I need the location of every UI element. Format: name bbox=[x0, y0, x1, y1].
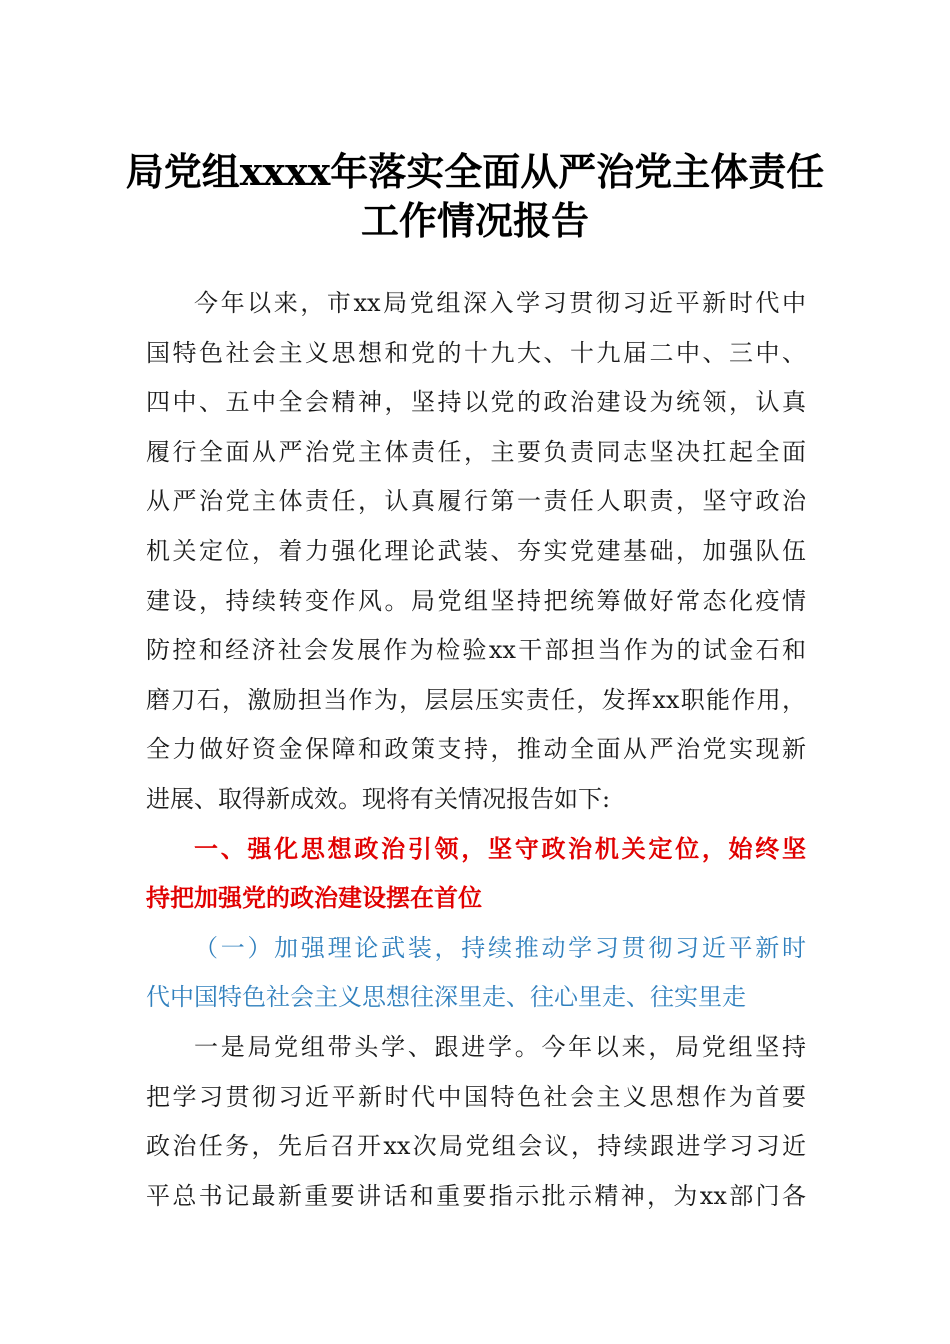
intro-line: 全力做好资金保障和政策支持，推动全面从严治党实现新 bbox=[146, 735, 806, 763]
intro-line: 进展、取得新成效。现将有关情况报告如下: bbox=[146, 785, 611, 813]
intro-line: 建设，持续转变作风。局党组坚持把统筹做好常态化疫情 bbox=[146, 587, 806, 615]
intro-line: 防控和经济社会发展作为检验xx干部担当作为的试金石和 bbox=[146, 636, 806, 664]
body-line: 平总书记最新重要讲话和重要指示批示精神，为xx部门各 bbox=[146, 1182, 806, 1210]
body-line: 一是局党组带头学、跟进学。今年以来，局党组坚持 bbox=[194, 1033, 806, 1061]
intro-line: 磨刀石，激励担当作为，层层压实责任，发挥xx职能作用， bbox=[146, 686, 806, 714]
section-heading-1: 一、强化思想政治引领，坚守政治机关定位，始终坚 bbox=[194, 835, 806, 863]
subsection-heading: 代中国特色社会主义思想往深里走、往心里走、往实里走 bbox=[146, 983, 746, 1011]
intro-line: 国特色社会主义思想和党的十九大、十九届二中、三中、 bbox=[146, 339, 806, 367]
document-title-line-1: 局党组xxxx年落实全面从严治党主体责任 bbox=[125, 149, 825, 194]
section-heading-1: 持把加强党的政治建设摆在首位 bbox=[146, 884, 482, 912]
document-title-line-2: 工作情况报告 bbox=[360, 198, 589, 243]
subsection-heading: （一）加强理论武装，持续推动学习贯彻习近平新时 bbox=[194, 934, 806, 962]
body-line: 把学习贯彻习近平新时代中国特色社会主义思想作为首要 bbox=[146, 1083, 806, 1111]
intro-line: 四中、五中全会精神，坚持以党的政治建设为统领，认真 bbox=[146, 388, 806, 416]
intro-line: 履行全面从严治党主体责任，主要负责同志坚决扛起全面 bbox=[146, 438, 806, 466]
body-line: 政治任务，先后召开xx次局党组会议，持续跟进学习习近 bbox=[146, 1132, 806, 1160]
intro-line: 今年以来，市xx局党组深入学习贯彻习近平新时代中 bbox=[194, 289, 806, 317]
intro-line: 机关定位，着力强化理论武装、夯实党建基础，加强队伍 bbox=[146, 537, 806, 565]
intro-line: 从严治党主体责任，认真履行第一责任人职责，坚守政治 bbox=[146, 487, 806, 515]
